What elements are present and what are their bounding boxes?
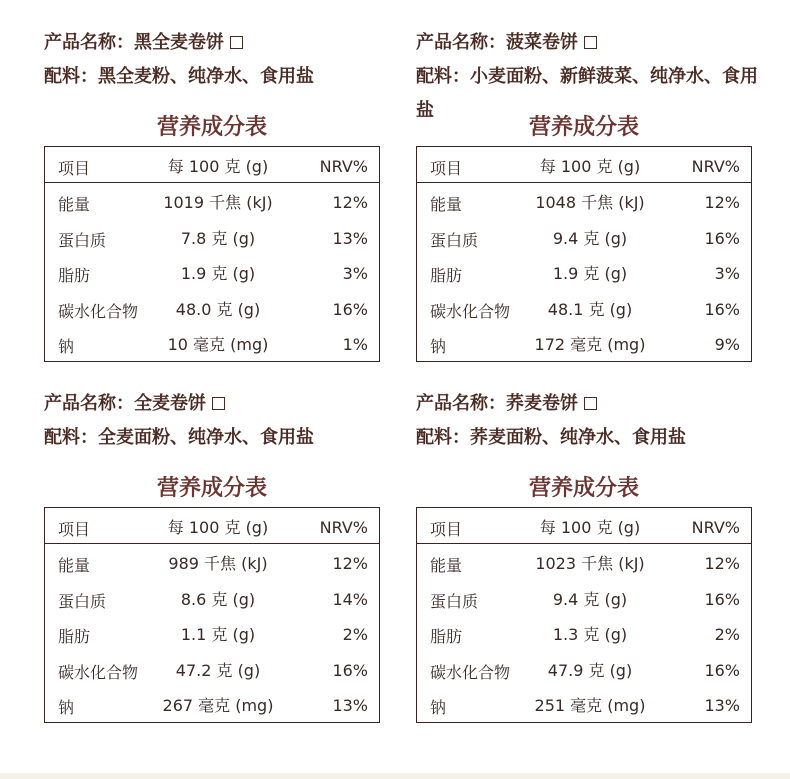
row-nrv: 2% [342,625,368,644]
product-name-text: 产品名称：菠菜卷饼 [416,32,578,53]
row-name: 钠 [58,337,75,356]
row-nrv: 1% [342,335,368,354]
row-nrv: 16% [332,299,368,319]
table-row [45,325,379,361]
row-nrv: 12% [332,193,368,212]
row-name: 钠 [58,698,75,717]
header-per-100g: 每 100 克 (g) [167,518,269,537]
product-name-text: 产品名称：全麦卷饼 [44,393,206,414]
row-name: 碳水化合物 [58,301,139,321]
header-item: 项目 [430,159,463,178]
table-row [417,325,751,361]
row-value: 10 毫克 (mg) [167,335,269,354]
row-value: 48.0 克 (g) [175,299,261,319]
row-nrv: 16% [704,228,740,248]
product-name [416,387,756,421]
row-name: 钠 [430,337,447,356]
row-value: 1.9 克 (g) [180,264,256,283]
nutrition-table [44,507,380,723]
product-panel-black-whole-wheat [44,26,384,356]
table-row [45,254,379,290]
row-nrv: 16% [704,589,740,609]
row-nrv: 12% [704,554,740,573]
row-name: 蛋白质 [430,230,479,250]
row-name: 蛋白质 [58,591,107,611]
row-value: 7.8 克 (g) [180,228,256,248]
table-row [417,615,751,651]
row-value: 9.4 克 (g) [552,228,628,248]
row-value: 267 毫克 (mg) [162,696,274,715]
row-name: 脂肪 [430,266,463,285]
table-row [45,290,379,326]
table-row [417,219,751,255]
row-nrv: 12% [332,554,368,573]
row-name: 能量 [58,556,91,575]
ingredients: 配料：黑全麦粉、纯净水、食用盐 [44,66,314,87]
table-row [45,580,379,616]
row-value: 1.9 克 (g) [552,264,628,283]
product-name-text: 产品名称：黑全麦卷饼 [44,32,224,53]
table-row [45,651,379,687]
row-nrv: 16% [332,660,368,680]
nutrition-table-title: 营养成分表 [528,115,639,140]
row-name: 脂肪 [430,627,463,646]
row-nrv: 9% [714,335,740,354]
table-row [45,615,379,651]
row-value: 8.6 克 (g) [180,589,256,609]
header-per-100g: 每 100 克 (g) [167,157,269,176]
nutrition-table-title: 营养成分表 [156,115,267,140]
table-row [45,544,379,580]
row-nrv: 13% [332,228,368,248]
row-value: 1.1 克 (g) [180,625,256,644]
table-row [417,290,751,326]
table-header-row [417,147,751,183]
row-name: 能量 [430,195,463,214]
product-panel-buckwheat [416,387,756,717]
row-value: 47.9 克 (g) [547,660,633,680]
table-header-row [45,147,379,183]
row-name: 碳水化合物 [430,662,511,682]
row-name: 钠 [430,698,447,717]
checkbox-icon [584,36,597,49]
row-nrv: 13% [704,696,740,715]
header-nrv: NRV% [691,157,740,176]
row-name: 蛋白质 [58,230,107,250]
row-nrv: 16% [704,299,740,319]
header-per-100g: 每 100 克 (g) [539,518,641,537]
table-row [417,254,751,290]
row-value: 1019 千焦 (kJ) [163,193,273,212]
header-item: 项目 [430,520,463,539]
ingredients: 配料：荞麦面粉、纯净水、食用盐 [416,427,686,448]
product-panel-spinach [416,26,758,356]
row-value: 989 千焦 (kJ) [168,554,268,573]
header-item: 项目 [58,520,91,539]
row-name: 能量 [430,556,463,575]
row-name: 碳水化合物 [58,662,139,682]
row-value: 172 毫克 (mg) [534,335,646,354]
row-nrv: 13% [332,696,368,715]
table-header-row [45,508,379,544]
checkbox-icon [212,397,225,410]
nutrition-table [416,507,752,723]
row-name: 脂肪 [58,627,91,646]
header-nrv: NRV% [319,518,368,537]
checkbox-icon [230,36,243,49]
nutrition-table [416,146,752,362]
table-row [417,651,751,687]
row-name: 能量 [58,195,91,214]
row-value: 1048 千焦 (kJ) [535,193,645,212]
row-nrv: 2% [714,625,740,644]
product-panel-whole-wheat [44,387,384,717]
product-name [44,26,384,60]
checkbox-icon [584,397,597,410]
ingredients: 配料：小麦面粉、新鲜菠菜、纯净水、食用盐 [416,66,758,121]
row-value: 251 毫克 (mg) [534,696,646,715]
product-name-text: 产品名称：荞麦卷饼 [416,393,578,414]
table-row [45,219,379,255]
header-nrv: NRV% [691,518,740,537]
row-value: 1.3 克 (g) [552,625,628,644]
row-nrv: 3% [342,264,368,283]
row-nrv: 16% [704,660,740,680]
row-nrv: 3% [714,264,740,283]
footer-strip [0,773,790,779]
row-nrv: 12% [704,193,740,212]
row-value: 1023 千焦 (kJ) [535,554,645,573]
table-row [417,544,751,580]
row-nrv: 14% [332,589,368,609]
nutrition-table-title: 营养成分表 [156,476,267,501]
ingredients: 配料：全麦面粉、纯净水、食用盐 [44,427,314,448]
table-row [417,686,751,722]
table-row [45,183,379,219]
table-row [45,686,379,722]
row-name: 蛋白质 [430,591,479,611]
nutrition-table-title: 营养成分表 [528,476,639,501]
table-row [417,183,751,219]
row-value: 47.2 克 (g) [175,660,261,680]
nutrition-table [44,146,380,362]
header-per-100g: 每 100 克 (g) [539,157,641,176]
product-name [416,26,756,60]
row-name: 脂肪 [58,266,91,285]
table-header-row [417,508,751,544]
header-item: 项目 [58,159,91,178]
row-value: 48.1 克 (g) [547,299,633,319]
row-name: 碳水化合物 [430,301,511,321]
table-row [417,580,751,616]
row-value: 9.4 克 (g) [552,589,628,609]
product-name [44,387,384,421]
header-nrv: NRV% [319,157,368,176]
